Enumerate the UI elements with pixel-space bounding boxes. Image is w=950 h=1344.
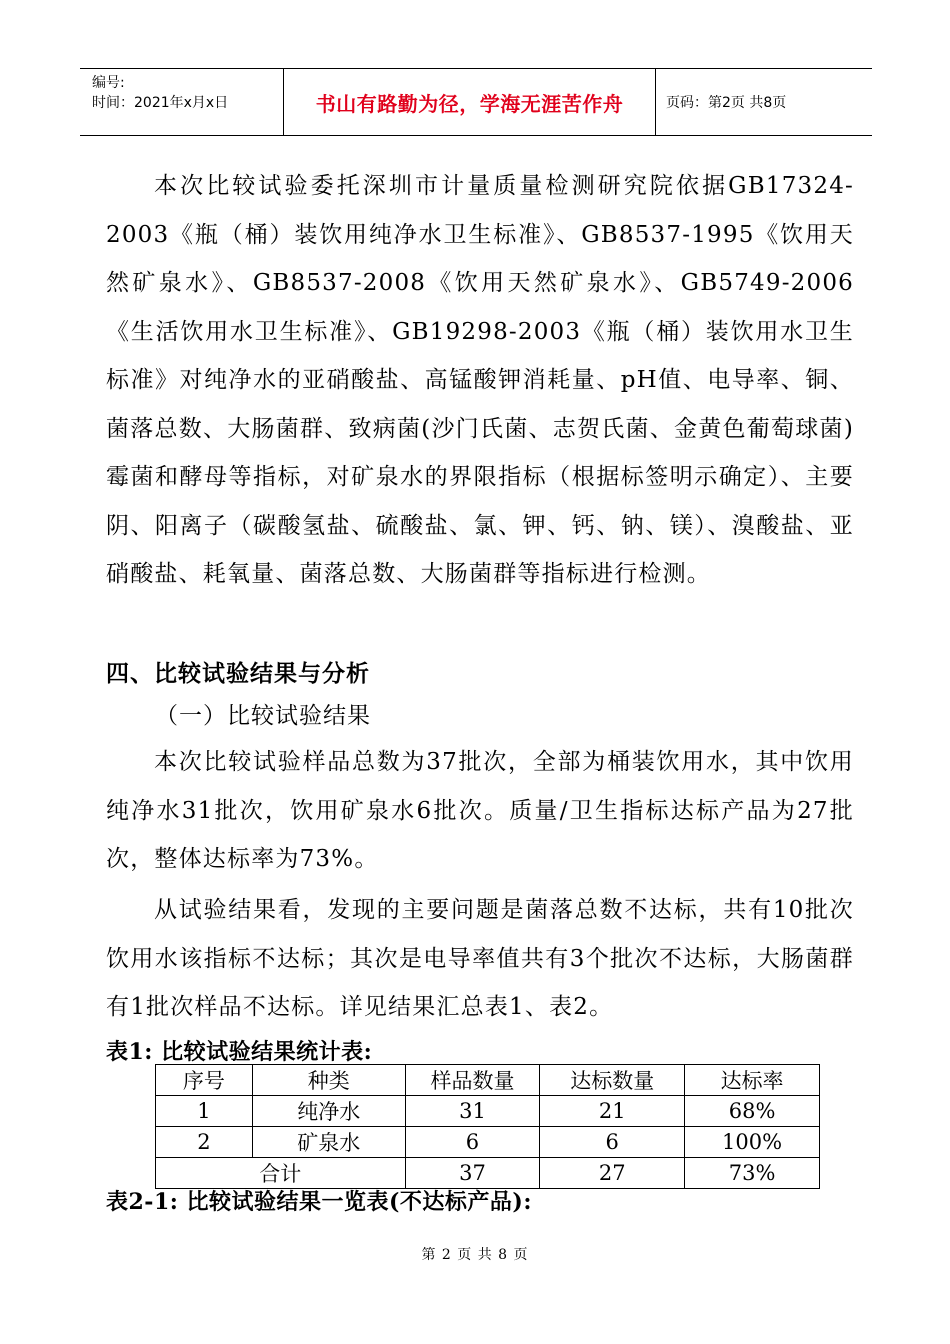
col-header-samples: 样品数量	[405, 1065, 540, 1096]
section-heading: 四、比较试验结果与分析	[106, 660, 370, 687]
header-meta	[80, 69, 284, 135]
cell-index: 1	[156, 1096, 253, 1127]
stats-table	[155, 1064, 820, 1189]
total-rate: 73%	[685, 1158, 820, 1189]
table-row	[156, 1127, 820, 1158]
cell-samples: 31	[405, 1096, 540, 1127]
table2-title: 表2-1: 比较试验结果一览表(不达标产品):	[106, 1189, 532, 1215]
table-total-row	[156, 1158, 820, 1189]
col-header-index: 序号	[156, 1065, 253, 1096]
cell-rate: 100%	[685, 1127, 820, 1158]
table-header-row	[156, 1065, 820, 1096]
col-header-type: 种类	[252, 1065, 405, 1096]
problems-paragraph: 从试验结果看，发现的主要问题是菌落总数不达标，共有10批次饮用水该指标不达标；其次是电导率值共有3个批次不达标，大肠菌群有1批次样品不达标。详见结果汇总表1、表2。	[106, 897, 854, 1020]
cell-passed: 21	[540, 1096, 685, 1127]
cell-samples: 6	[405, 1127, 540, 1158]
results-paragraph: 本次比较试验样品总数为37批次，全部为桶装饮用水，其中饮用纯净水31批次，饮用矿泉水6批次。质量/卫生指标达标产品为27批次，整体达标率为73%。	[106, 749, 854, 872]
total-passed: 27	[540, 1158, 685, 1189]
table1-title: 表1: 比较试验结果统计表:	[106, 1039, 373, 1065]
cell-type: 矿泉水	[252, 1127, 405, 1158]
total-samples: 37	[405, 1158, 540, 1189]
page-header	[80, 68, 872, 136]
header-page-info: 页码：第2页 共8页	[666, 95, 787, 111]
col-header-passed: 达标数量	[540, 1065, 685, 1096]
cell-index: 2	[156, 1127, 253, 1158]
cell-type: 纯净水	[252, 1096, 405, 1127]
header-number: 编号:	[92, 75, 125, 91]
header-time: 时间：2021年x月x日	[92, 95, 229, 111]
subsection-heading: （一）比较试验结果	[155, 703, 371, 729]
table-row	[156, 1096, 820, 1127]
cell-rate: 68%	[685, 1096, 820, 1127]
page-footer: 第 2 页 共 8 页	[421, 1247, 529, 1263]
total-label: 合计	[156, 1158, 406, 1189]
col-header-rate: 达标率	[685, 1065, 820, 1096]
intro-paragraph: 本次比较试验委托深圳市计量质量检测研究院依据GB17324-2003《瓶（桶）装饮用纯净水卫生标准》、GB8537-1995《饮用天然矿泉水》、GB8537-2008《饮用天然矿泉水》、GB5749-2006《生活饮用水卫生标准》、GB19298-2003《瓶（桶）装饮用水卫生标准》对纯净水的亚硝酸盐、高锰酸钾消耗量、pH值、电导率、铜、菌落总数、大肠菌群、致病菌(沙门氏菌、志贺氏菌、金黄色葡萄球菌)霉菌和酵母等指标，对矿泉水的界限指标（根据标签明示确定）、主要阴、阳离子（碳酸氢盐、硫酸盐、氯、钾、钙、钠、镁）、溴酸盐、亚硝酸盐、耗氧量、菌落总数、大肠菌群等指标进行检测。	[106, 173, 854, 587]
cell-passed: 6	[540, 1127, 685, 1158]
header-motto: 书山有路勤为径，学海无涯苦作舟	[284, 69, 656, 135]
